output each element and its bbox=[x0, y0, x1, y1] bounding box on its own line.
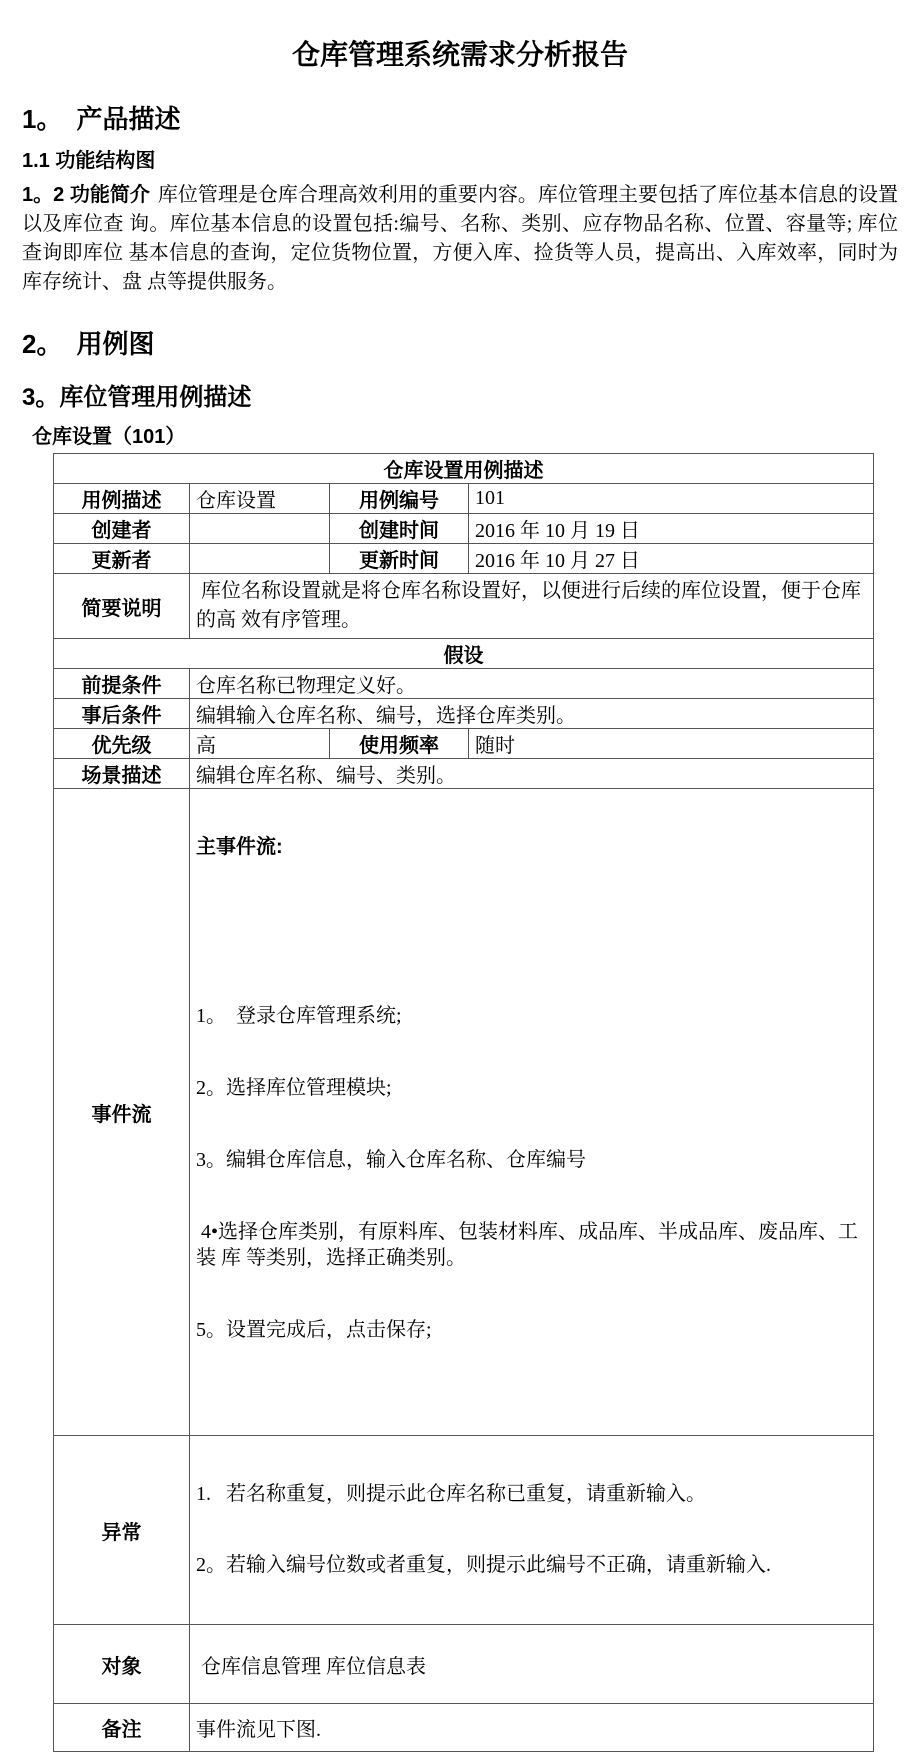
table-row bbox=[54, 1704, 874, 1752]
value-cell: 库位名称设置就是将仓库名称设置好，以便进行后续的库位设置，便于仓库的高 效有序管理。 bbox=[190, 574, 874, 639]
table-row bbox=[54, 699, 874, 729]
label-cell: 事件流 bbox=[54, 789, 190, 1436]
label-cell: 异常 bbox=[54, 1436, 190, 1625]
flow-step: 4•选择仓库类别，有原料库、包装材料库、成品库、半成品库、废品库、工装 库 等类别，选择正确类别。 bbox=[196, 1221, 859, 1269]
value-cell: 仓库名称已物理定义好。 bbox=[190, 669, 874, 699]
table-row bbox=[54, 729, 874, 759]
document-title: 仓库管理系统需求分析报告 bbox=[291, 39, 628, 70]
value-cell: 编辑输入仓库名称、编号，选择仓库类别。 bbox=[190, 699, 874, 729]
value-cell bbox=[190, 544, 330, 574]
main-flow-steps bbox=[196, 957, 867, 1389]
section-header-cell: 假设 bbox=[54, 639, 874, 669]
label-cell: 备注 bbox=[54, 1704, 190, 1752]
table-row-title bbox=[54, 454, 874, 484]
flow-step: 2。选择库位管理模块; bbox=[196, 1077, 392, 1099]
function-intro-paragraph bbox=[22, 181, 898, 297]
value-cell: 仓库信息管理 库位信息表 bbox=[190, 1625, 874, 1704]
table-caption: 仓库设置（101） bbox=[32, 426, 186, 448]
heading-storage-use-case bbox=[22, 383, 898, 413]
table-row bbox=[54, 484, 874, 514]
table-row bbox=[54, 1625, 874, 1704]
table-row-section bbox=[54, 639, 874, 669]
label-cell: 更新者 bbox=[54, 544, 190, 574]
label-cell: 优先级 bbox=[54, 729, 190, 759]
value-cell: 随时 bbox=[469, 729, 874, 759]
table-title-cell: 仓库设置用例描述 bbox=[54, 454, 874, 484]
flow-step: 3。编辑仓库信息，输入仓库名称、仓库编号 bbox=[196, 1149, 586, 1171]
value-cell: 事件流见下图. bbox=[190, 1704, 874, 1752]
exception-item: 1. 若名称重复，则提示此仓库名称已重复，请重新输入。 bbox=[196, 1483, 706, 1505]
value-cell: 101 bbox=[469, 484, 874, 514]
label-cell: 使用频率 bbox=[330, 729, 469, 759]
heading-text: 库位管理用例描述 bbox=[59, 384, 252, 411]
label-cell: 事后条件 bbox=[54, 699, 190, 729]
label-cell: 场景描述 bbox=[54, 759, 190, 789]
main-flow-title: 主事件流: bbox=[196, 836, 283, 858]
label-cell: 创建者 bbox=[54, 514, 190, 544]
heading-text: 产品描述 bbox=[76, 104, 181, 134]
label-cell: 前提条件 bbox=[54, 669, 190, 699]
value-cell: 编辑仓库名称、编号、类别。 bbox=[190, 759, 874, 789]
label-cell: 用例编号 bbox=[330, 484, 469, 514]
label-cell: 用例描述 bbox=[54, 484, 190, 514]
table-row-exceptions bbox=[54, 1436, 874, 1625]
exceptions-cell bbox=[190, 1436, 874, 1625]
table-row bbox=[54, 759, 874, 789]
table-row bbox=[54, 514, 874, 544]
function-intro-lead: 1。2 功能简介 bbox=[22, 184, 150, 206]
value-cell: 仓库设置 bbox=[190, 484, 330, 514]
value-cell bbox=[190, 514, 330, 544]
label-cell: 对象 bbox=[54, 1625, 190, 1704]
heading-function-structure: 1.1 功能结构图 bbox=[22, 150, 156, 172]
label-cell: 更新时间 bbox=[330, 544, 469, 574]
heading-number: 3。 bbox=[22, 384, 60, 411]
exception-item: 2。若输入编号位数或者重复，则提示此编号不正确，请重新输入. bbox=[196, 1554, 771, 1576]
function-intro-body: 库位管理是仓库合理高效利用的重要内容。库位管理主要包括了库位基本信息的设置以及库位查 询。库位基本信息的设置包括:编号、名称、类别、应存物品名称、位置、容量等; 库位查询即库位 基本信息的查询，定位货物位置，方便入库、捡货等人员，提高出、入库效率，同时为库存统计、盘 点等提供服务。 bbox=[22, 184, 899, 293]
table-row bbox=[54, 574, 874, 639]
label-cell: 创建时间 bbox=[330, 514, 469, 544]
value-cell: 2016 年 10 月 19 日 bbox=[469, 514, 874, 544]
table-row bbox=[54, 544, 874, 574]
flow-step: 1。 登录仓库管理系统; bbox=[196, 1005, 402, 1027]
value-cell: 2016 年 10 月 27 日 bbox=[469, 544, 874, 574]
heading-use-case-diagram bbox=[22, 329, 898, 359]
use-case-table bbox=[53, 453, 874, 1752]
label-cell: 简要说明 bbox=[54, 574, 190, 639]
heading-number: 1。 bbox=[22, 104, 63, 134]
heading-product-description bbox=[22, 104, 898, 134]
heading-text: 用例图 bbox=[76, 329, 155, 359]
value-cell: 高 bbox=[190, 729, 330, 759]
heading-number: 2。 bbox=[22, 329, 63, 359]
event-flow-cell bbox=[190, 789, 874, 1436]
table-row bbox=[54, 669, 874, 699]
flow-step: 5。设置完成后，点击保存; bbox=[196, 1319, 432, 1341]
table-row-event-flow bbox=[54, 789, 874, 1436]
